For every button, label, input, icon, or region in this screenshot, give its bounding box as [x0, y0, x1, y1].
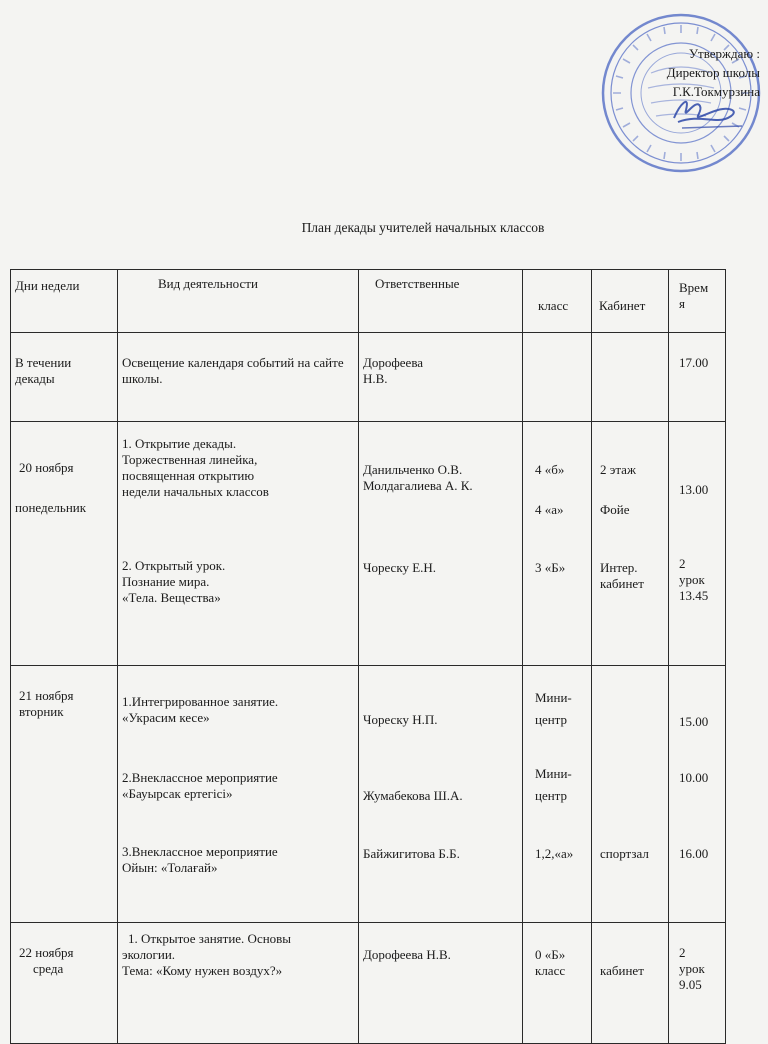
header-class: класс — [523, 270, 592, 333]
table-row: 22 ноября среда 1. Открытое занятие. Основы экологии. Тема: «Кому нужен воздух?» Дорофеева Н.В. 0 «Б» класс кабинет 2 урок 9.05 — [11, 923, 726, 1044]
header-time: Врем я — [669, 270, 726, 333]
header-days: Дни недели — [11, 270, 118, 333]
row3-weekday: вторник — [19, 704, 64, 719]
header-responsible: Ответственные — [359, 270, 523, 333]
approval-line-1: Утверждаю : — [688, 46, 760, 61]
header-room: Кабинет — [592, 270, 669, 333]
table-row — [11, 333, 726, 422]
header-activity: Вид деятельности — [118, 270, 359, 333]
schedule-table — [10, 269, 726, 1044]
row1-day: В течении декады — [15, 355, 72, 386]
approval-block — [620, 44, 760, 101]
approval-line-2: Директор школы — [666, 65, 760, 80]
approval-line-3: Г.К.Токмурзина — [672, 84, 760, 99]
row1-time: 17.00 — [679, 355, 709, 370]
row1-responsible-2: Н.В. — [363, 371, 388, 386]
page-title: План декады учителей начальных классов — [301, 220, 545, 235]
row4-day: 22 ноября — [19, 945, 74, 960]
row1-activity: Освещение календаря событий на сайте школы. — [122, 355, 344, 386]
table-header-row — [11, 270, 726, 333]
row4-weekday: среда — [33, 961, 64, 976]
row1-responsible-1: Дорофеева — [363, 355, 424, 370]
table-row: 20 ноября понедельник 1. Открытие декады. Торжественная линейка, посвященная открытию недели начальных классов 2. Открытый урок. Познание мира. «Тела. Вещества» Данильченко О.В. Молдагалиева А. К. Чореску Е.Н. 4 «б» 4 «а» 3 «Б» 2 этаж Фойе Интер. кабинет 13.00 2 урок 13.45 — [11, 422, 726, 666]
row3-day: 21 ноября — [19, 688, 74, 703]
row2-weekday: понедельник — [15, 500, 87, 515]
table-row: 21 ноября вторник 1.Интегрированное занятие. «Украсим кесе» 2.Внеклассное мероприятие «Бауырсак ертегісі» 3.Внеклассное мероприятие Ойын: «Толағай» Чореску Н.П. Жумабекова Ш.А. Байжигитова Б.Б. Мини- центр Мини- центр 1,2,«а» спортзал 15.00 10.00 16.00 — [11, 666, 726, 923]
row2-day: 20 ноября — [19, 460, 74, 475]
